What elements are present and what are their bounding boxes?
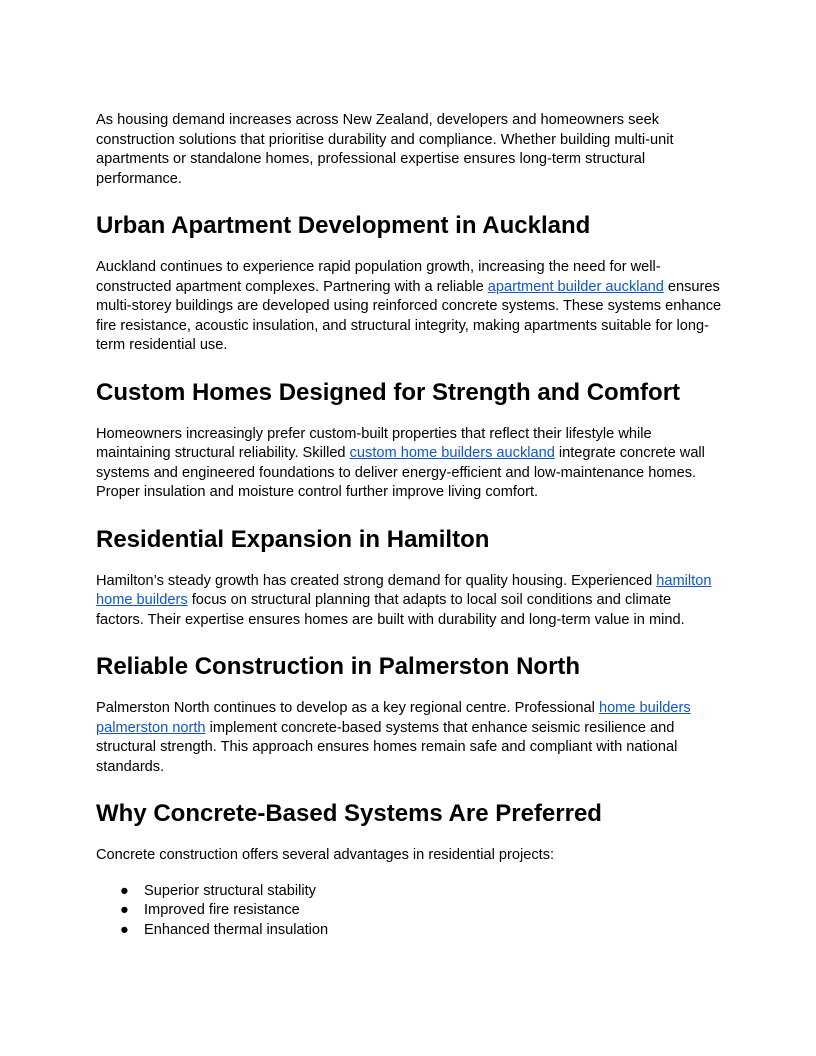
heading-custom-homes: Custom Homes Designed for Strength and Comfort [96,378,681,406]
bullet-icon: ● [120,882,129,899]
paragraph-text: Palmerston North continues to develop as a key regional centre. Professional [96,700,599,716]
paragraph-text: Homeowners increasingly prefer custom-built properties that reflect their lifestyle while maintaining structural reliability. Skilled [96,425,652,461]
heading-hamilton: Residential Expansion in Hamilton [96,525,490,553]
paragraph-auckland-apartments [96,258,722,356]
heading-concrete-systems: Why Concrete-Based Systems Are Preferred [96,800,602,827]
list-item [96,901,722,921]
paragraph-hamilton [96,572,722,631]
link-apartment-builder-auckland[interactable]: apartment builder auckland [487,278,664,295]
list-item-text: Superior structural stability [144,882,316,899]
paragraph-text: Auckland continues to experience rapid population growth, increasing the need for well-constructed apartment complexes. Partnering with a reliable [96,259,661,295]
list-item-text: Improved fire resistance [144,902,300,918]
bullet-icon: ● [120,921,129,938]
section-custom-homes [96,378,722,503]
section-palmerston-north [96,652,722,777]
section-auckland-apartments [96,211,722,356]
heading-auckland-apartments: Urban Apartment Development in Auckland [96,212,591,239]
paragraph-text: integrate concrete wall systems and engineered foundations to deliver energy-efficient and low-maintenance homes. Proper insulation and moisture control further improve living comfort. [96,445,705,500]
paragraph-palmerston-north [96,699,722,777]
link-home-builders-palmerston-north[interactable]: home builders palmerston north [96,700,691,736]
document-page [96,111,722,940]
list-item [96,882,722,902]
bullet-icon: ● [120,902,129,918]
paragraph-concrete-systems: Concrete construction offers several advantages in residential projects: [96,847,555,863]
paragraph-text: Hamilton’s steady growth has created strong demand for quality housing. Experienced [96,572,657,589]
paragraph-text: implement concrete-based systems that enhance seismic resilience and structural strength. This approach ensures homes remain safe and compliant with national standards. [96,719,678,775]
section-hamilton [96,525,722,631]
link-custom-home-builders-auckland[interactable]: custom home builders auckland [349,445,555,461]
list-item [96,921,722,941]
list-item-text: Enhanced thermal insulation [144,921,329,938]
paragraph-text: ensures multi-storey buildings are developed using reinforced concrete systems. These systems enhance fire resistance, acoustic insulation, and structural integrity, making apartments suitable for long-term residential use. [96,278,722,353]
section-concrete-systems [96,799,722,940]
heading-palmerston-north: Reliable Construction in Palmerston North [96,653,581,680]
intro-paragraph: As housing demand increases across New Zealand, developers and homeowners seek construction solutions that prioritise durability and compliance. Whether building multi-unit apartments or standalone homes, professional expertise ensures long-term structural performance. [96,112,674,187]
paragraph-custom-homes [96,425,722,503]
link-hamilton-home-builders[interactable]: hamilton home builders [96,572,712,608]
paragraph-text: focus on structural planning that adapts to local soil conditions and climate factors. Their expertise ensures homes are built with durability and long-term value in mind. [96,592,685,628]
advantages-list [96,882,722,941]
